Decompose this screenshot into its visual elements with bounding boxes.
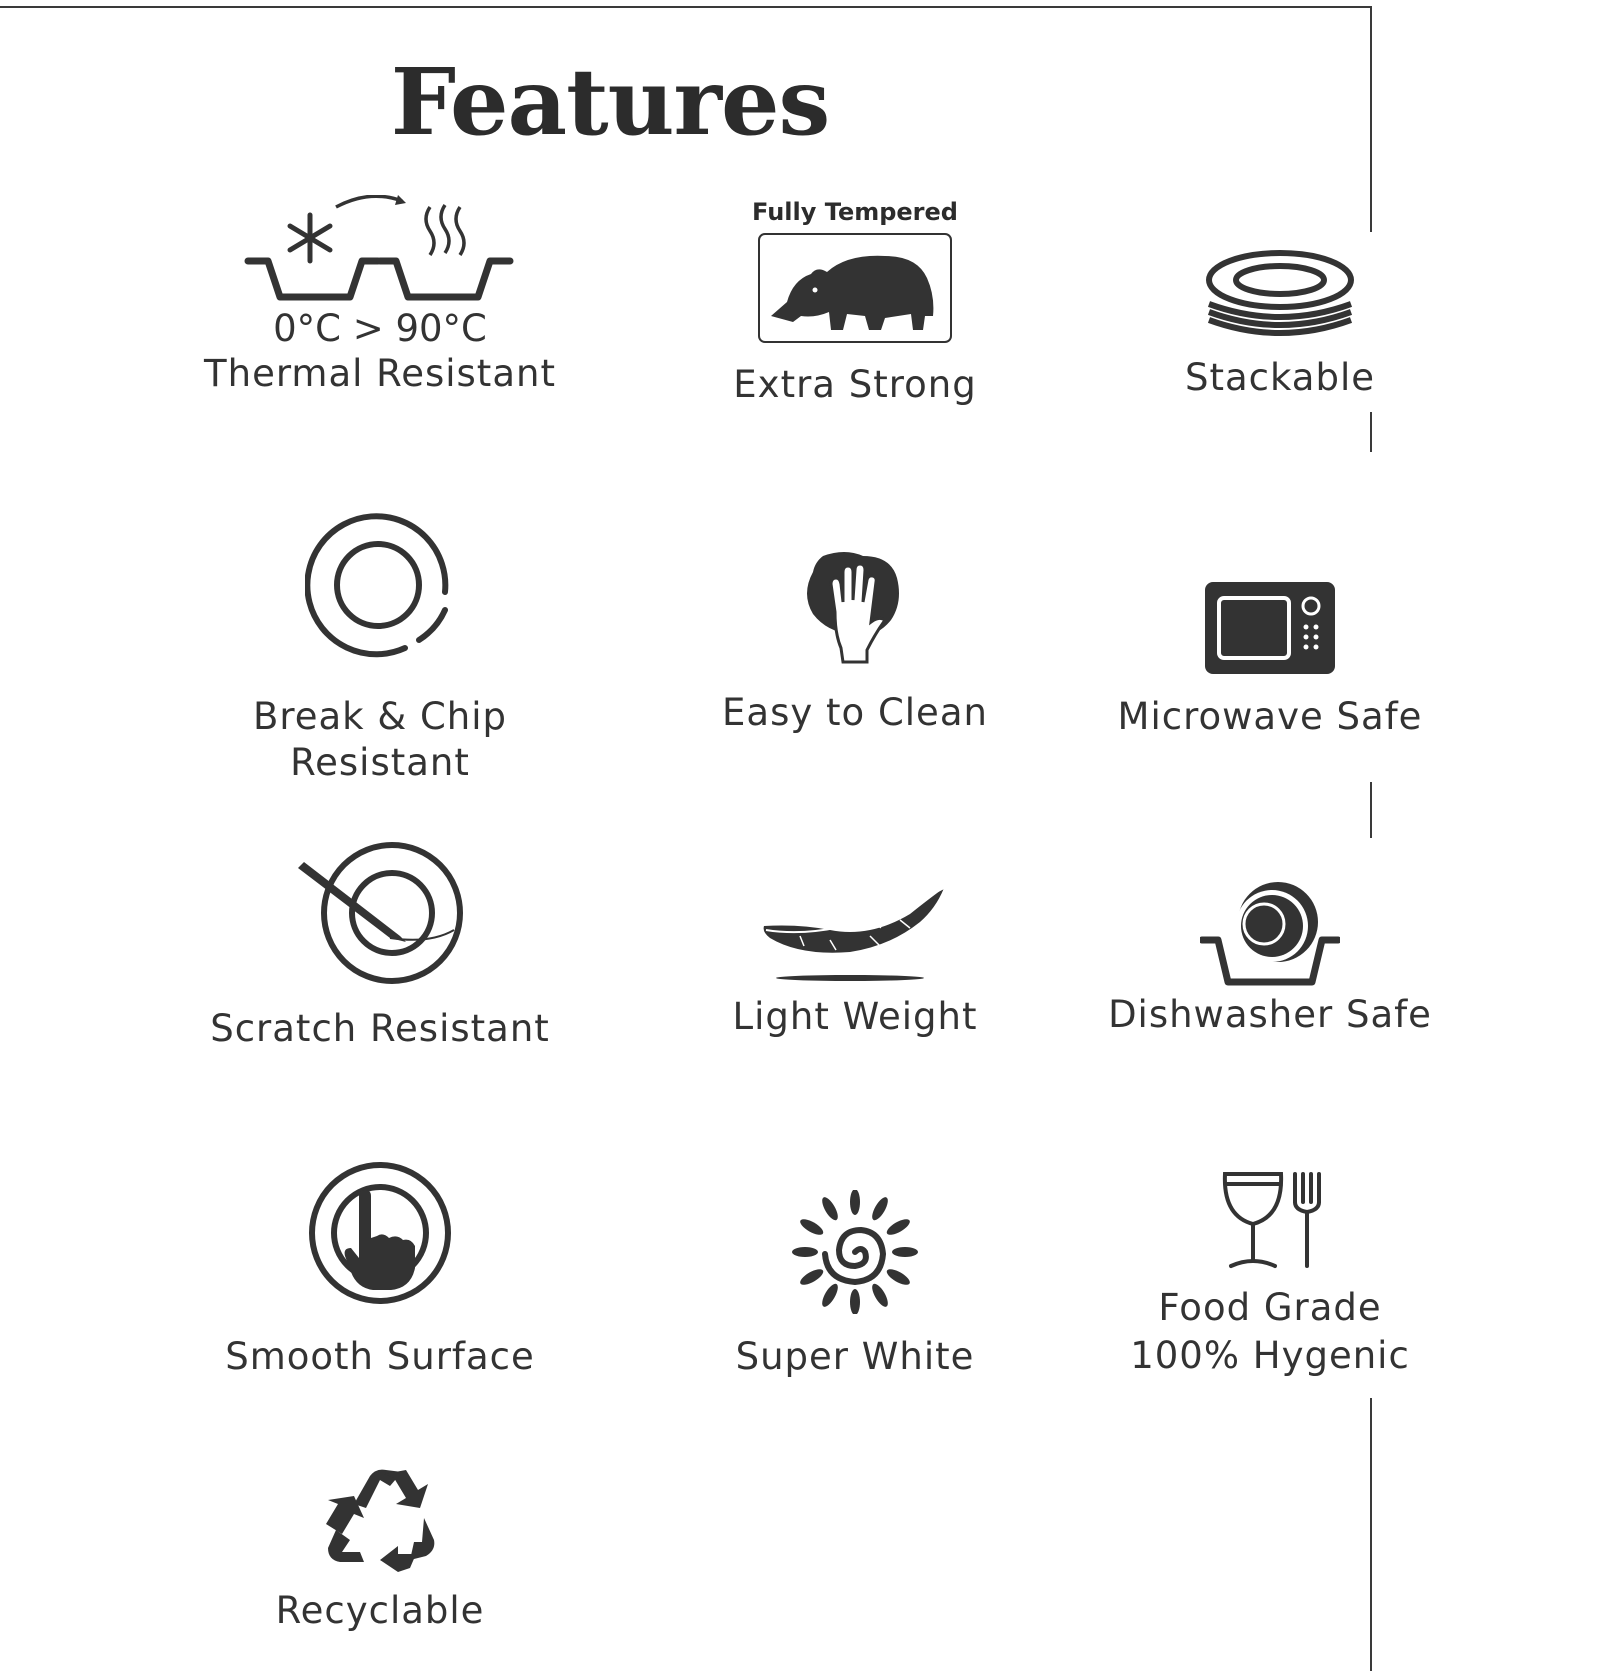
finger-plate-icon [307,1160,453,1306]
frame-right-border [1370,1398,1372,1671]
feature-dishwasher-safe [1100,880,1440,1038]
feature-thermal-resistant [190,195,570,397]
recycle-icon [324,1468,436,1574]
feature-label: Easy to Clean [722,691,988,734]
feature-label: Scratch Resistant [210,1007,550,1050]
feature-label: Recyclable [275,1589,485,1632]
feature-light-weight [680,884,1030,1040]
frame-right-border [1370,6,1372,232]
feature-smooth-surface [190,1160,570,1380]
temperature-range: 0°C > 90°C [273,307,487,350]
feather-icon [760,884,950,984]
feature-label: Extra Strong [733,363,977,406]
feature-label: Microwave Safe [1117,695,1423,738]
feature-label: Dishwasher Safe [1108,993,1432,1036]
feature-label: Food Grade 100% Hygenic [1130,1286,1410,1377]
feature-label: Smooth Surface [225,1335,535,1378]
hot-cold-dish-icon [240,195,520,307]
page-title: Features [390,48,830,156]
feature-stackable [1110,250,1450,401]
knife-plate-icon [290,838,470,988]
stacked-plates-icon [1205,250,1355,345]
chipped-plate-icon [305,512,455,662]
feature-label: Thermal Resistant [204,352,556,395]
fully-tempered-caption: Fully Tempered [752,198,958,226]
feature-microwave-safe [1100,582,1440,740]
glass-fork-icon [1215,1170,1325,1270]
feature-easy-to-clean [680,550,1030,736]
hand-wipe-icon [805,550,905,670]
feature-super-white [680,1190,1030,1380]
frame-right-border [1370,782,1372,838]
feature-recyclable [190,1468,570,1634]
feature-label: Stackable [1185,356,1375,399]
feature-scratch-resistant [190,838,570,1052]
feature-label: Super White [735,1335,975,1378]
frame-right-border [1370,412,1372,452]
feature-label: Light Weight [732,995,978,1038]
feature-extra-strong [680,198,1030,408]
feature-food-grade [1100,1170,1440,1380]
sun-icon [790,1190,920,1314]
rhino-icon [757,232,953,344]
dish-in-basin-icon [1200,880,1340,986]
frame-top-border [0,6,1371,8]
microwave-icon [1205,582,1335,674]
feature-label: Break & Chip Resistant [252,695,508,784]
feature-break-chip-resistant [190,512,570,786]
